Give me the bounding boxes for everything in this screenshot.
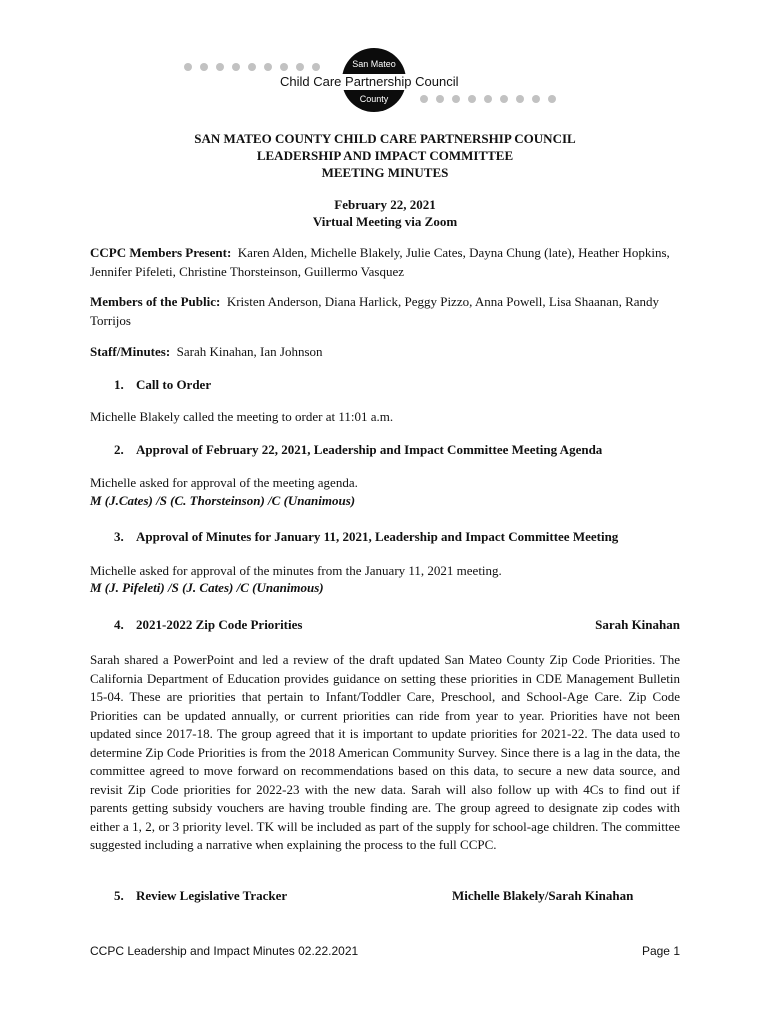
section-title: 2021-2022 Zip Code Priorities [136, 617, 303, 632]
dot [548, 95, 556, 103]
dot [200, 63, 208, 71]
dot [280, 63, 288, 71]
section-4-presenter: Sarah Kinahan [595, 617, 680, 632]
section-title: Review Legislative Tracker [136, 888, 288, 903]
logo-dots-left [184, 63, 320, 71]
section-3-text: Michelle asked for approval of the minutes from the January 11, 2021 meeting. [90, 563, 502, 578]
members-list: Karen Alden, Michelle Blakely, Julie Cates, Dayna Chung (late), Heather Hopkins, Jennifer Pifeleti, Christine Thorsteinson, Guillermo Vasquez [90, 245, 670, 279]
section-1-heading [114, 376, 211, 393]
section-2-motion: M (J.Cates) /S (C. Thorsteinson) /C (Unanimous) [90, 493, 356, 508]
page-number: Page 1 [641, 944, 680, 958]
section-2-text: Michelle asked for approval of the meeting agenda. [90, 475, 358, 490]
section-5-heading [114, 887, 287, 904]
meeting-date: February 22, 2021 [334, 197, 436, 212]
section-title: Approval of February 22, 2021, Leadership and Impact Committee Meeting Agenda [136, 442, 603, 457]
dot [232, 63, 240, 71]
section-number: 1. [114, 377, 124, 392]
members-of-public [90, 293, 680, 330]
logo-main-text: Child Care Partnership Council [276, 74, 462, 90]
public-list: Kristen Anderson, Diana Harlick, Peggy Pizzo, Anna Powell, Lisa Shaanan, Randy Torrijos [90, 294, 660, 328]
section-title: Approval of Minutes for January 11, 2021, Leadership and Impact Committee Meeting [136, 529, 619, 544]
council-logo [180, 45, 560, 117]
section-number: 2. [114, 442, 124, 457]
section-title: Call to Order [136, 377, 212, 392]
section-number: 5. [114, 888, 124, 903]
dot [436, 95, 444, 103]
staff-minutes [90, 343, 680, 362]
section-number: 3. [114, 529, 124, 544]
logo-dots-right [420, 95, 556, 103]
dot [216, 63, 224, 71]
dot [248, 63, 256, 71]
logo-top-text: San Mateo [352, 59, 396, 69]
dot [420, 95, 428, 103]
section-1-text: Michelle Blakely called the meeting to order at 11:01 a.m. [90, 409, 394, 424]
dot [532, 95, 540, 103]
public-label: Members of the Public: [90, 294, 221, 309]
section-3-motion: M (J. Pifeleti) /S (J. Cates) /C (Unanimous) [90, 580, 324, 595]
section-3-heading [114, 528, 618, 545]
dot [296, 63, 304, 71]
members-present [90, 244, 680, 281]
staff-list: Sarah Kinahan, Ian Johnson [176, 344, 323, 359]
document-title [90, 130, 680, 181]
section-5-presenter: Michelle Blakely/Sarah Kinahan [452, 888, 634, 903]
dot [484, 95, 492, 103]
members-label: CCPC Members Present: [90, 245, 232, 260]
dot [468, 95, 476, 103]
staff-label: Staff/Minutes: [90, 344, 171, 359]
section-4-heading [114, 616, 302, 633]
title-line-2: LEADERSHIP AND IMPACT COMMITTEE [256, 148, 514, 163]
dot [452, 95, 460, 103]
meeting-info [90, 196, 680, 230]
title-line-3: MEETING MINUTES [321, 165, 449, 180]
logo-bottom-text: County [359, 94, 389, 104]
dot [184, 63, 192, 71]
footer-left: CCPC Leadership and Impact Minutes 02.22.2021 [90, 944, 359, 958]
dot [516, 95, 524, 103]
meeting-venue: Virtual Meeting via Zoom [312, 214, 458, 229]
dot [264, 63, 272, 71]
section-2-heading [114, 441, 602, 458]
title-line-1: SAN MATEO COUNTY CHILD CARE PARTNERSHIP COUNCIL [194, 131, 576, 146]
dot [500, 95, 508, 103]
dot [312, 63, 320, 71]
section-number: 4. [114, 617, 124, 632]
section-4-text: Sarah shared a PowerPoint and led a review of the draft updated San Mateo County Zip Code Priorities. The California Department of Education provides guidance on setting these priorities in CDE Management Bulletin 15-04. These are priorities that pertain to Infant/Toddler Care, Preschool, and School-Age Care. Zip Code Priorities can be updated annually, or current priorities can ride from year to year. Priorities have not been updated since 2017-18. The group agreed that it is important to update priorities for 2021-22. The data used to determine Zip Code Priorities is from the 2018 American Community Survey. Since there is a lag in the data, the committee agreed to move forward on recommendations based on this data, to secure a new data source, and revisit Zip Code priorities for 2022-23 with the new data. Sarah will also follow up with 4Cs to find out if parents getting subsidy vouchers are having trouble finding are. The group agreed to designate zip codes with either a 1, 2, or 3 priority level. TK will be included as part of the supply for school-age children. The committee suggested including a narrative when explaining the process to the full CCPC. [90, 652, 680, 852]
